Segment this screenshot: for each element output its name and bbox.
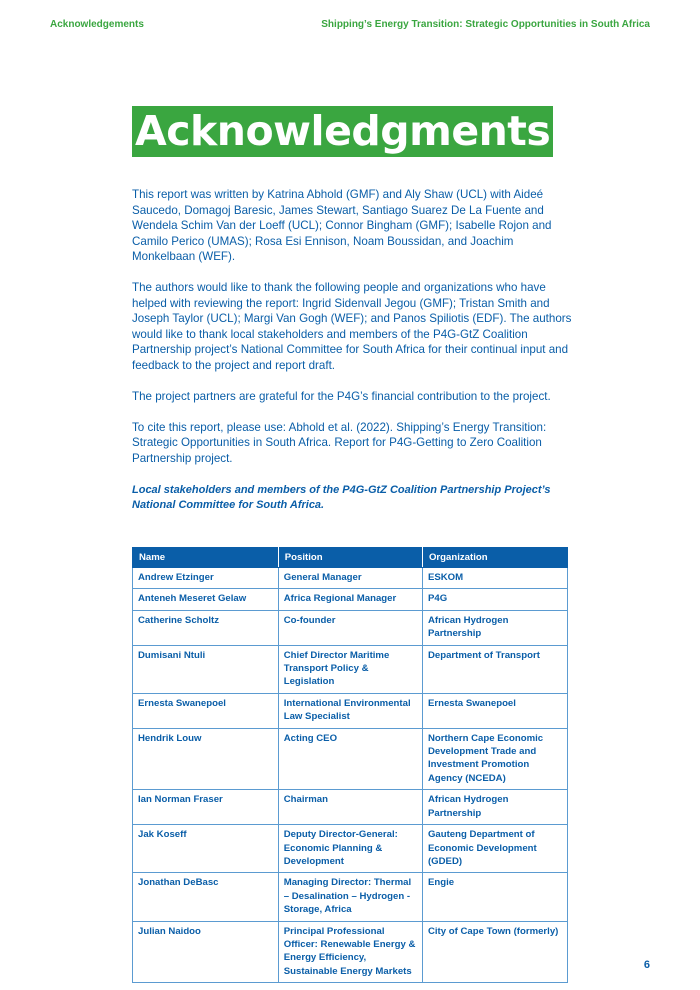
- table-row: [133, 921, 568, 983]
- cell-name: Andrew Etzinger: [133, 568, 279, 589]
- table-row: [133, 645, 568, 693]
- cell-name: Anteneh Meseret Gelaw: [133, 589, 279, 610]
- page-title-box: [132, 106, 553, 157]
- table-row: [133, 693, 568, 728]
- table-row: [133, 728, 568, 790]
- cell-position: General Manager: [278, 568, 422, 589]
- running-header-section: Acknowledgements: [50, 19, 144, 30]
- paragraph-citation: To cite this report, please use: Abhold et al. (2022). Shipping’s Energy Transition: Strategic Opportunities in South Africa. Report for P4G-Getting to Zero Coalition Partnership project.: [132, 420, 547, 465]
- cell-position: Co-founder: [278, 610, 422, 645]
- cell-position: Deputy Director-General: Economic Planning & Development: [278, 825, 422, 873]
- cell-position: Principal Professional Officer: Renewable Energy & Energy Efficiency, Sustainable Energy Markets: [278, 921, 422, 983]
- column-header-organization: Organization: [422, 548, 567, 568]
- cell-organization: Ernesta Swanepoel: [422, 693, 567, 728]
- table-row: [133, 790, 568, 825]
- paragraph-thanks: The authors would like to thank the following people and organizations who have helped with reviewing the report: Ingrid Sidenvall Jegou (GMF); Tristan Smith and Joseph Taylor (UCL); Margi Van Gogh (WEF); and Panos Spiliotis (EDF). The authors would like to thank local stakeholders and members of the P4G-GtZ Coalition Partnership project’s National Committee for South Africa for their continual input and feedback to the project and report draft.: [132, 281, 572, 372]
- cell-position: Managing Director: Thermal – Desalination – Hydrogen - Storage, Africa: [278, 873, 422, 921]
- cell-name: Julian Naidoo: [133, 921, 279, 983]
- cell-name: Dumisani Ntuli: [133, 645, 279, 693]
- cell-name: Hendrik Louw: [133, 728, 279, 790]
- running-header-title: Shipping’s Energy Transition: Strategic Opportunities in South Africa: [321, 19, 650, 30]
- cell-name: Jak Koseff: [133, 825, 279, 873]
- body-text: [132, 187, 577, 482]
- cell-name: Jonathan DeBasc: [133, 873, 279, 921]
- cell-name: Ernesta Swanepoel: [133, 693, 279, 728]
- column-header-name: Name: [133, 548, 279, 568]
- cell-position: International Environmental Law Specialist: [278, 693, 422, 728]
- column-header-position: Position: [278, 548, 422, 568]
- paragraph-funding: The project partners are grateful for the P4G’s financial contribution to the project.: [132, 389, 551, 403]
- paragraph-authors: This report was written by Katrina Abhold (GMF) and Aly Shaw (UCL) with Aideé Saucedo, Domagoj Baresic, James Stewart, Santiago Suarez De La Fuente and Wendela Schim Van der Loeff (UCL); Connor Bingham (GMF); Isabelle Rojon and Camilo Perico (UMAS); Rosa Esi Ennison, Noam Boussidan, and Joachim Monkelbaan (WEF).: [132, 188, 552, 263]
- table-row: [133, 825, 568, 873]
- table-caption: Local stakeholders and members of the P4G-GtZ Coalition Partnership Project’s National Committee for South Africa.: [132, 484, 551, 511]
- cell-organization: African Hydrogen Partnership: [422, 610, 567, 645]
- table-row: [133, 610, 568, 645]
- cell-organization: Northern Cape Economic Development Trade and Investment Promotion Agency (NCEDA): [422, 728, 567, 790]
- cell-name: Ian Norman Fraser: [133, 790, 279, 825]
- stakeholders-table: [132, 547, 568, 983]
- cell-position: Africa Regional Manager: [278, 589, 422, 610]
- table-row: [133, 873, 568, 921]
- cell-organization: P4G: [422, 589, 567, 610]
- cell-organization: African Hydrogen Partnership: [422, 790, 567, 825]
- cell-position: Chairman: [278, 790, 422, 825]
- cell-position: Acting CEO: [278, 728, 422, 790]
- cell-organization: City of Cape Town (formerly): [422, 921, 567, 983]
- cell-organization: ESKOM: [422, 568, 567, 589]
- table-row: [133, 589, 568, 610]
- table-header-row: [133, 548, 568, 568]
- cell-position: Chief Director Maritime Transport Policy & Legislation: [278, 645, 422, 693]
- cell-organization: Engie: [422, 873, 567, 921]
- page-number: 6: [643, 959, 650, 971]
- cell-name: Catherine Scholtz: [133, 610, 279, 645]
- table-row: [133, 568, 568, 589]
- cell-organization: Department of Transport: [422, 645, 567, 693]
- cell-organization: Gauteng Department of Economic Development (GDED): [422, 825, 567, 873]
- page-title: Acknowledgments: [135, 107, 551, 155]
